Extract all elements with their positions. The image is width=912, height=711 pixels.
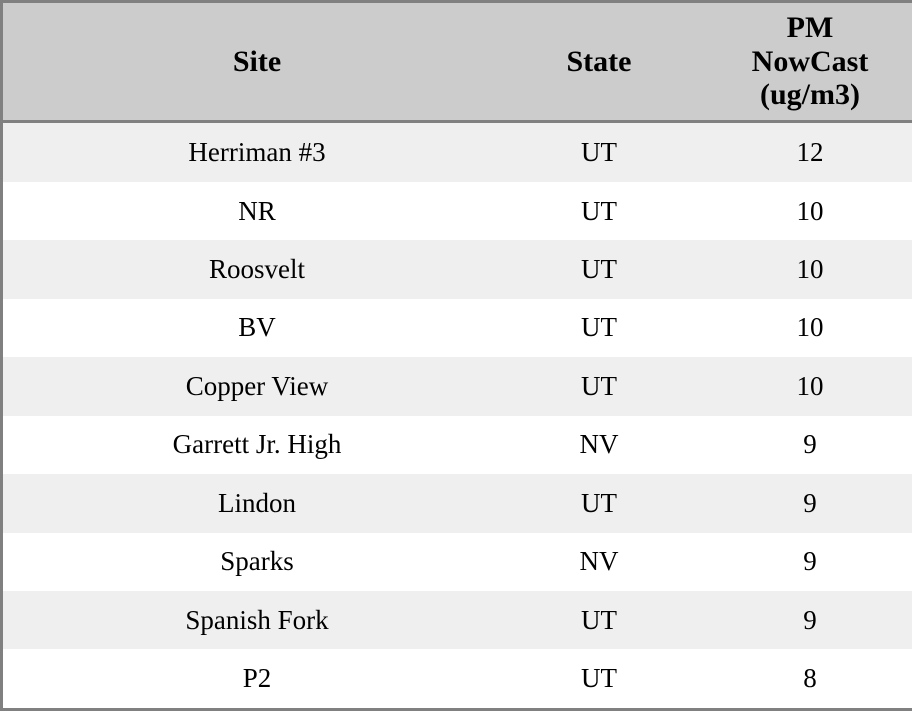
- cell-state: UT: [511, 182, 687, 240]
- cell-state: UT: [511, 357, 687, 415]
- cell-state: UT: [511, 240, 687, 298]
- table-row: [3, 474, 912, 532]
- table-header: [3, 3, 912, 121]
- column-header-site-label: Site: [232, 44, 282, 78]
- column-header-pm-nowcast-line1: PM: [786, 11, 834, 44]
- column-header-state-label: State: [566, 44, 632, 78]
- cell-site: Roosvelt: [3, 240, 511, 298]
- cell-site: Sparks: [3, 533, 511, 591]
- cell-state: NV: [511, 533, 687, 591]
- cell-pm-nowcast: 10: [687, 240, 912, 298]
- column-header-state: [511, 3, 687, 121]
- cell-pm-nowcast: 9: [687, 591, 912, 649]
- table-row: [3, 649, 912, 708]
- table-row: [3, 240, 912, 298]
- table-row: [3, 299, 912, 357]
- table-row: [3, 533, 912, 591]
- cell-state: UT: [511, 591, 687, 649]
- cell-site: Herriman #3: [3, 121, 511, 182]
- cell-state: UT: [511, 649, 687, 708]
- cell-site: P2: [3, 649, 511, 708]
- cell-pm-nowcast: 10: [687, 357, 912, 415]
- table-row: [3, 416, 912, 474]
- cell-pm-nowcast: 8: [687, 649, 912, 708]
- cell-site: Lindon: [3, 474, 511, 532]
- cell-state: UT: [511, 299, 687, 357]
- cell-pm-nowcast: 10: [687, 182, 912, 240]
- cell-pm-nowcast: 9: [687, 416, 912, 474]
- cell-pm-nowcast: 9: [687, 474, 912, 532]
- cell-pm-nowcast: 9: [687, 533, 912, 591]
- cell-site: Garrett Jr. High: [3, 416, 511, 474]
- table-row: [3, 121, 912, 182]
- column-header-site: [3, 3, 511, 121]
- pm-nowcast-table: [3, 3, 912, 708]
- cell-site: BV: [3, 299, 511, 357]
- column-header-pm-nowcast-line2: NowCast: [751, 44, 869, 78]
- cell-pm-nowcast: 12: [687, 121, 912, 182]
- column-header-pm-nowcast-line3: (ug/m3): [760, 78, 860, 112]
- cell-state: NV: [511, 416, 687, 474]
- cell-site: NR: [3, 182, 511, 240]
- table-row: [3, 357, 912, 415]
- table-header-row: [3, 3, 912, 121]
- table-row: [3, 182, 912, 240]
- cell-site: Spanish Fork: [3, 591, 511, 649]
- table-row: [3, 591, 912, 649]
- cell-state: UT: [511, 121, 687, 182]
- cell-state: UT: [511, 474, 687, 532]
- column-header-pm-nowcast: [687, 3, 912, 121]
- cell-site: Copper View: [3, 357, 511, 415]
- table-body: [3, 121, 912, 708]
- cell-pm-nowcast: 10: [687, 299, 912, 357]
